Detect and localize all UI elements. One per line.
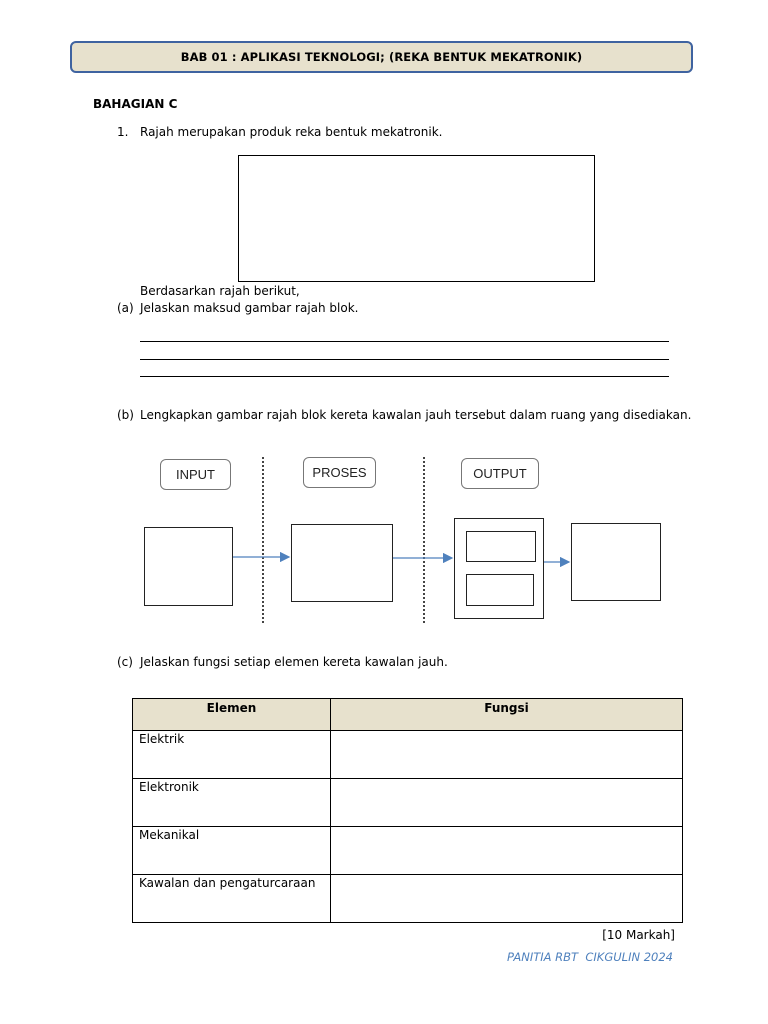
element-cell: Mekanikal [133, 827, 331, 875]
element-function-table [132, 698, 683, 923]
chapter-title-banner [70, 41, 693, 73]
process-block [291, 524, 393, 602]
table-row [133, 779, 683, 827]
table-row [133, 875, 683, 923]
question-intro: Berdasarkan rajah berikut, [140, 284, 300, 298]
part-b-text: Lengkapkan gambar rajah blok kereta kawalan jauh tersebut dalam ruang yang disediakan. [140, 408, 692, 422]
output-block-inner-bottom [466, 574, 534, 606]
part-b-label: (b) [117, 408, 134, 422]
header-function: Fungsi [331, 699, 683, 731]
part-c-label: (c) [117, 655, 133, 669]
table-row [133, 731, 683, 779]
input-block [144, 527, 233, 606]
marks-label: [10 Markah] [602, 928, 675, 942]
part-a-label: (a) [117, 301, 134, 315]
output-block-inner-top [466, 531, 536, 562]
divider-line-1 [262, 457, 264, 623]
footer-text: PANITIA RBT CIKGULIN 2024 [507, 950, 673, 964]
process-label: PROSES [303, 457, 376, 488]
output-block-outer [454, 518, 544, 619]
part-c-text: Jelaskan fungsi setiap elemen kereta kawalan jauh. [140, 655, 448, 669]
question-text: Rajah merupakan produk reka bentuk mekatronik. [140, 125, 443, 139]
chapter-title: BAB 01 : APLIKASI TEKNOLOGI; (REKA BENTUK MEKATRONIK) [180, 50, 583, 64]
output-label: OUTPUT [461, 458, 539, 489]
function-answer-cell[interactable] [331, 779, 683, 827]
section-title: BAHAGIAN C [93, 97, 178, 111]
answer-line-1 [140, 341, 669, 342]
function-answer-cell[interactable] [331, 875, 683, 923]
input-label: INPUT [160, 459, 231, 490]
product-image-box [238, 155, 595, 282]
function-answer-cell[interactable] [331, 731, 683, 779]
final-block [571, 523, 661, 601]
table-row [133, 827, 683, 875]
function-answer-cell[interactable] [331, 827, 683, 875]
element-cell: Elektronik [133, 779, 331, 827]
element-cell: Kawalan dan pengaturcaraan [133, 875, 331, 923]
element-cell: Elektrik [133, 731, 331, 779]
part-a-text: Jelaskan maksud gambar rajah blok. [140, 301, 359, 315]
answer-line-2 [140, 359, 669, 360]
question-number: 1. [117, 125, 129, 139]
header-element: Elemen [133, 699, 331, 731]
answer-line-3 [140, 376, 669, 377]
table-header-row [133, 699, 683, 731]
divider-line-2 [423, 457, 425, 623]
